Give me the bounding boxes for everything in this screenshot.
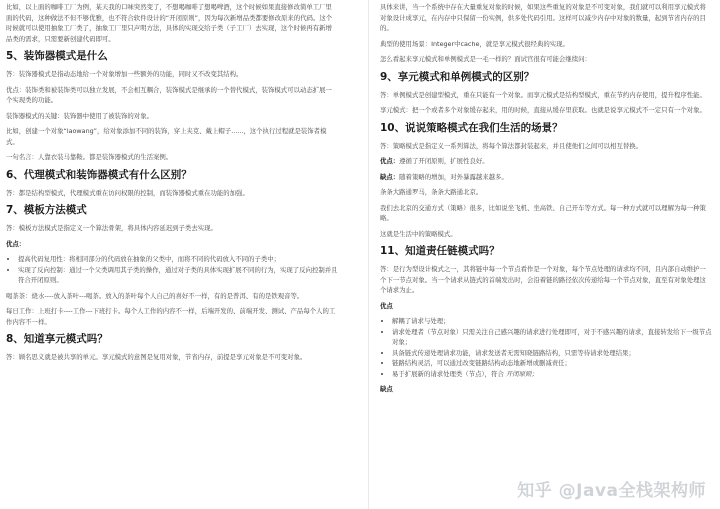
section-10-advantage <box>380 156 712 167</box>
list-item: • 提高代码复用性：将相同部分的代码放在抽象的父类中，而将不同的代码放入不同的子类中； <box>18 254 338 265</box>
section-10-title: 10、说说策略模式在我们生活的场景？ <box>380 121 563 134</box>
section-11-advantages-list <box>380 316 712 379</box>
section-5-answer: 答：装饰器模式是指动态地给一个对象增加一些额外的功能，同时又不改变其结构。 <box>6 70 243 78</box>
zhihu-watermark: 知乎 @Java全栈架构师 <box>517 481 706 501</box>
section-10-answer: 答：策略模式是指定义一系列算法，将每个算法都封装起来，并且使他们之间可以相互替换。 <box>380 141 643 150</box>
section-11-title: 11、知道责任链模式吗？ <box>380 245 500 257</box>
open-closed-principle-text: 开闭原则； <box>505 369 538 378</box>
list-item <box>392 369 712 380</box>
section-7-answer: 答：模板方法模式是指定义一个算法骨架，将具体内容延迟到子类去实现。 <box>6 224 217 232</box>
section-6-title: 6、代理模式和装饰器模式有什么区别？ <box>6 168 192 181</box>
list-item: • 链路结构灵活，可以通过改变链路结构动态地新增或删减责任； <box>392 358 712 369</box>
intro-paragraph: 比如，以上面的咖啡工厂为例，某天我的口味突然变了，不想喝咖啡了想喝啤酒，这个时候如果直接修改简单工厂里面的代码，这种做法不但不够优雅，也不符合软件设计的“开闭原则”，因为每次新增品类都要修改原来的代码。这个时候就可以使用抽象工厂类了，抽象工厂里只声明方法，具体的实现交给子类（子工厂）去实现，这个时候再有新增品类的需求，只需要新创建代码即可。 <box>6 3 333 43</box>
list-item: • 请求处理者（节点对象）只需关注自己感兴趣的请求进行处理即可，对于不感兴趣的请求，直接转发给下一级节点对象； <box>392 327 712 348</box>
disadvantage-label: 缺点： <box>380 172 400 181</box>
flyweight-detail: 具体来讲，当一个系统中存在大量重复对象的时候，如果这些重复的对象是不可变对象，我们就可以利用享元模式将对象设计成享元，在内存中只保留一份实例，供多处代码引用。这样可以减少内存中对象的数量，起到节省内存的目的。 <box>380 3 706 32</box>
section-6-answer: 答：都是结构型模式，代理模式重在访问权限的控制，而装饰器模式重在功能的加强。 <box>6 188 249 197</box>
section-8-answer: 答：顾名思义就是被共享的单元。享元模式的意图是复用对象，节省内存，前提是享元对象是不可变对象。 <box>6 353 307 361</box>
section-5-example: 比如，创建一个对象“laowang”，给对象添加不同的装饰，穿上夹克、戴上帽子......，这个执行过程就是装饰者模式。 <box>6 127 327 146</box>
section-5-quote: 一句名言：人靠衣装马靠鞍。都是装饰器模式的生活案例。 <box>6 153 173 161</box>
section-7-title: 7、模板方法模式 <box>6 204 87 216</box>
section-7-advantages-label: 优点： <box>6 239 26 248</box>
section-8-title: 8、知道享元模式吗？ <box>6 333 108 345</box>
section-10-conclusion: 这就是生活中的策略模式。 <box>380 229 457 238</box>
left-column <box>4 2 340 507</box>
section-9-flyweight: 享元模式：把一个或者多个对象缓存起来，用的时候，直接从缓存里获取。也就是说享元模式不一定只有一个对象。 <box>380 106 706 114</box>
section-7-advantages-list <box>6 254 338 286</box>
flyweight-use-case: 典型的使用场景：Integer中cache，就是享元模式很经典的实现。 <box>380 39 569 48</box>
section-11-answer: 答：是行为型设计模式之一，其将链中每一个节点看作是一个对象，每个节点处理的请求均不同，且内部自动维护一个下一节点对象。当一个请求从链式的首端发出时，会沿着链的路径依次传递给每一个节点对象，直至有对象处理这个请求为止。 <box>380 265 706 294</box>
advantage-text: 遵循了开闭原则，扩展性良好。 <box>399 157 489 165</box>
list-item: • 解耦了请求与处理； <box>392 316 712 327</box>
list-item: • 具备链式传递处理请求功能，请求发送者无需知晓链路结构，只需等待请求处理结果； <box>392 348 712 359</box>
section-5-key: 装饰器模式的关键：装饰器中使用了被装饰的对象。 <box>6 111 153 120</box>
flyweight-followup: 怎么看起来享元模式和单例模式是一毛一样的？面试官很有可能会继续问： <box>380 55 591 63</box>
list-item-text: 易于扩展新的请求处理类（节点），符合 <box>392 369 504 378</box>
section-7-work-example: 每日工作：上班打卡----工作---下班打卡。每个人工作的内容不一样，后端开发的、前端开发、测试、产品每个人的工作内容不一样。 <box>6 307 336 326</box>
section-11-advantages-label: 优点 <box>380 301 393 310</box>
section-7-tea-example: 喝茶茶：烧水----放入茶叶---喝茶。放入的茶叶每个人自己的喜好不一样，有的是普洱、有的是铁观音等。 <box>6 291 304 300</box>
section-5-title: 5、装饰器模式是什么 <box>6 50 108 62</box>
section-11-disadvantages-label: 缺点 <box>380 385 393 393</box>
section-10-saying: 条条大路通罗马，条条大路通北京。 <box>380 188 483 196</box>
section-9-answer: 答：单例模式是创建型模式，重在只能有一个对象。而享元模式是结构型模式，重在节约内存使用，提升程序性能。 <box>380 90 706 99</box>
section-10-example: 我们去北京的交通方式（策略）很多，比如说坐飞机、坐高铁、自己开车等方式。每一种方式就可以理解为每一种策略。 <box>380 203 706 222</box>
list-item: • 实现了反向控制：通过一个父类调用其子类的操作，通过对子类的具体实现扩展不同的行为，实现了反向控制并且符合开闭原则。 <box>18 265 338 286</box>
section-5-advantage: 优点：装饰类和被装饰类可以独立发展，不会相互耦合，装饰模式是继承的一个替代模式，装饰模式可以动态扩展一个实现类的功能。 <box>6 85 332 104</box>
section-10-disadvantage <box>380 172 712 183</box>
right-column <box>378 2 714 507</box>
advantage-label: 优点： <box>380 157 400 165</box>
column-divider <box>368 0 369 509</box>
disadvantage-text: 随着策略的增加，对外暴露越来越多。 <box>399 172 508 181</box>
section-9-title: 9、享元模式和单例模式的区别？ <box>380 70 535 83</box>
